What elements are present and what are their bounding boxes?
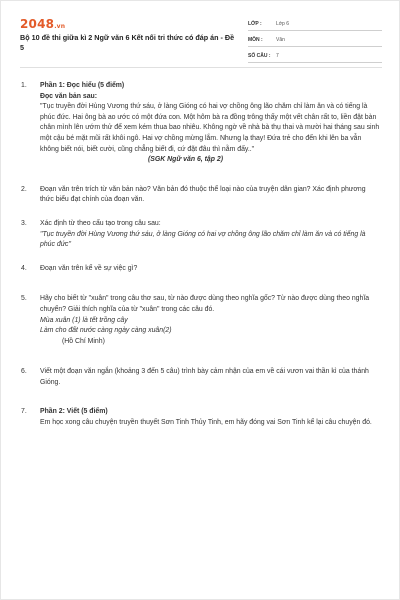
question-6 <box>21 367 381 388</box>
poem-line-1: Mùa xuân (1) là tết trồng cây <box>40 316 128 324</box>
question-text: Viết một đoạn văn ngắn (khoảng 3 đến 5 câu) trình bày cảm nhận của em về cái vươn vai thần kì của thánh Gióng. <box>40 368 369 386</box>
meta-row-question-count <box>248 49 382 63</box>
meta-row-class <box>248 17 382 31</box>
poem-author: (Hồ Chí Minh) <box>62 337 105 345</box>
question-number: 4. <box>21 264 27 272</box>
question-number: 1. <box>21 82 27 89</box>
section-heading-reading: Phần 1: Đọc hiểu (5 điểm) <box>40 82 125 89</box>
question-text: Em học xong câu chuyện truyền thuyết Sơn Tinh Thủy Tinh, em hãy đóng vai Sơn Tinh kể lại câu chuyện đó. <box>40 419 372 427</box>
question-number: 7. <box>21 408 27 416</box>
question-number: 6. <box>21 368 27 376</box>
question-text: Đoạn văn trên kể về sự việc gì? <box>40 264 138 272</box>
site-logo[interactable] <box>20 17 65 31</box>
question-5 <box>21 294 381 347</box>
question-text: Xác định từ theo cấu tạo trong câu sau: <box>40 219 161 227</box>
question-quote: "Tục truyền đời Hùng Vương thứ sáu, ở làng Gióng có hai vợ chồng ông lão chăm chỉ làm ăn và có tiếng là phúc đức" <box>40 230 366 249</box>
meta-label-class: LỚP : <box>248 20 262 27</box>
question-number: 5. <box>21 295 27 303</box>
question-text: Đoạn văn trên trích từ văn bản nào? Văn bản đó thuộc thể loại nào của truyện dân gian? Xác định phương thức biểu đạt chính của đoạn văn. <box>40 185 366 204</box>
question-3 <box>21 219 381 251</box>
document-header <box>20 17 382 63</box>
poem-line-2: Làm cho đất nước càng ngày càng xuân(2) <box>40 327 172 335</box>
meta-label-question-count: SỐ CÂU : <box>248 52 271 59</box>
meta-value-subject: Văn <box>276 36 285 43</box>
question-number: 3. <box>21 219 27 227</box>
meta-label-subject: MÔN : <box>248 36 263 43</box>
meta-row-subject <box>248 33 382 47</box>
logo-tld: .vn <box>54 23 66 30</box>
document-title: Bộ 10 đề thi giữa kì 2 Ngữ văn 6 Kết nối tri thức có đáp án - Đề 5 <box>20 33 235 52</box>
question-2 <box>21 185 381 206</box>
question-4 <box>21 264 381 275</box>
question-7 <box>21 407 381 428</box>
question-text: Hãy cho biết từ "xuân" trong câu thơ sau, từ nào được dùng theo nghĩa gốc? Từ nào được dùng theo nghĩa chuyển? Giải thích nghĩa của từ "xuân" trong các câu đó. <box>40 295 370 313</box>
meta-value-class: Lớp 6 <box>276 20 290 27</box>
question-list <box>21 81 381 429</box>
logo-main: 2048 <box>20 17 55 31</box>
question-number: 2. <box>21 185 27 193</box>
header-divider <box>20 67 382 68</box>
meta-value-question-count: 7 <box>276 52 279 59</box>
passage-source: (SGK Ngữ văn 6, tập 2) <box>148 156 223 164</box>
question-1 <box>21 81 381 166</box>
reading-passage: "Tục truyền đời Hùng Vương thứ sáu, ở làng Gióng có hai vợ chồng ông lão chăm chỉ làm ăn và có tiếng là phúc đức. Hai ông bà ao ước có một đứa con. Một hôm bà ra đồng trông thấy một vết chân rất to, liền đặt bàn chân mình lên ướm thử để xem kém thua bao nhiêu. Không ngờ về nhà bà thụ thai và mười hai tháng sau sinh một cậu bé mặt mũi rất khôi ngô. Hai vợ chồng mừng lắm. Nhưng lạ thay! Đứa trẻ cho đến khi lên ba vẫn không biết nói, biết cười, cũng chẳng biết đi, cứ đặt đâu thì nằm đấy.." <box>40 103 380 153</box>
section-heading-writing: Phần 2: Viết (5 điểm) <box>40 408 108 416</box>
document-meta <box>248 17 382 65</box>
reading-instruction: Đọc văn bản sau: <box>40 92 98 100</box>
